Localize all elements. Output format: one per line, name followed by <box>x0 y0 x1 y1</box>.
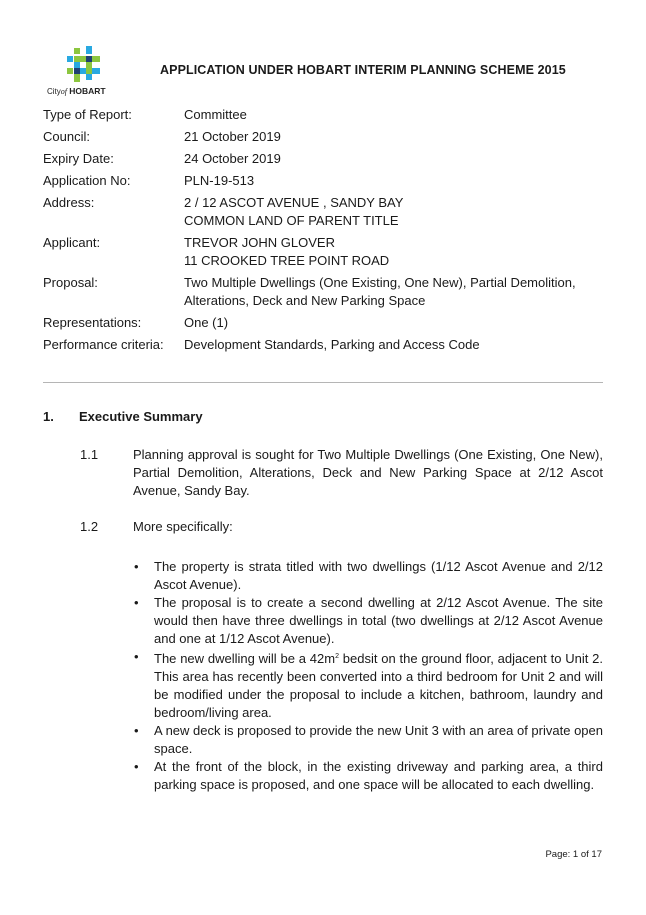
list-item <box>133 758 603 794</box>
report-details <box>43 106 603 358</box>
paragraph-number: 1.2 <box>80 519 99 534</box>
section-heading <box>43 408 603 426</box>
list-item <box>133 722 603 758</box>
meta-label: Application No: <box>43 173 131 188</box>
type-of-report-row <box>43 106 603 124</box>
document-title: APPLICATION UNDER HOBART INTERIM PLANNING SCHEME 2015 <box>160 63 566 77</box>
paragraph-text: Planning approval is sought for Two Multiple Dwellings (One Existing, One New), Partial Demolition, Alterations, Deck and New Parking Space at 2/12 Ascot Avenue, Sandy Bay. <box>133 447 603 498</box>
representations-row <box>43 314 603 332</box>
bullet-icon: • <box>134 559 139 574</box>
meta-label: Representations: <box>43 315 142 330</box>
meta-value: 21 October 2019 <box>184 129 281 144</box>
paragraph-1-1 <box>80 446 603 500</box>
bullet-icon: • <box>134 649 139 664</box>
meta-value: 24 October 2019 <box>184 151 281 166</box>
meta-value: Two Multiple Dwellings (One Existing, One New), Partial Demolition, Alterations, Deck and New Parking Space <box>184 275 576 308</box>
hobart-logo-mark-icon <box>64 46 104 84</box>
proposal-row <box>43 274 603 310</box>
applicant-address: 11 CROOKED TREE POINT ROAD <box>184 253 390 268</box>
page-number: Page: 1 of 17 <box>545 849 602 860</box>
meta-label: Applicant: <box>43 235 101 250</box>
meta-label: Expiry Date: <box>43 151 114 166</box>
paragraph-text: More specifically: <box>133 519 233 534</box>
superscript: 2 <box>335 653 339 660</box>
section-number: 1. <box>43 409 54 424</box>
bullet-text: At the front of the block, in the existing driveway and parking area, a third parking space is proposed, and one space will be allocated to each dwelling. <box>154 759 603 792</box>
meta-label: Proposal: <box>43 275 98 290</box>
meta-value: One (1) <box>184 315 229 330</box>
meta-label: Council: <box>43 129 90 144</box>
bullet-icon: • <box>134 759 139 774</box>
meta-value: PLN-19-513 <box>184 173 255 188</box>
address-line-1: 2 / 12 ASCOT AVENUE , SANDY BAY <box>184 195 404 210</box>
paragraph-number: 1.1 <box>80 447 99 462</box>
expiry-date-row <box>43 150 603 168</box>
bullet-text: A new deck is proposed to provide the new Unit 3 with an area of private open space. <box>154 723 603 756</box>
meta-value <box>184 234 603 270</box>
bullet-icon: • <box>134 723 139 738</box>
meta-value: Development Standards, Parking and Access Code <box>184 337 480 352</box>
bullet-icon: • <box>134 595 139 610</box>
application-no-row <box>43 172 603 190</box>
list-item <box>133 594 603 648</box>
paragraph-1-2 <box>80 518 603 536</box>
meta-label: Address: <box>43 195 95 210</box>
bullet-text-start: The new dwelling will be a 42m <box>154 651 336 666</box>
bullet-text-end: bedsit on the ground floor, adjacent to Unit 2. This area has recently been converted into a third bedroom for Unit 2 and will be modified under the proposal to include a kitchen, bathroom, laundry and bedroom/living area. <box>154 651 603 720</box>
meta-label: Type of Report: <box>43 107 132 122</box>
executive-summary-section <box>43 408 603 794</box>
council-row <box>43 128 603 146</box>
bullet-text: The proposal is to create a second dwelling at 2/12 Ascot Avenue. The site would then have three dwellings in total (two dwellings at 2/12 Ascot Avenue and one at 1/12 Ascot Avenue). <box>154 595 603 646</box>
list-item <box>133 648 603 722</box>
city-of-hobart-logo <box>44 46 106 100</box>
list-item <box>133 558 603 594</box>
address-line-2: COMMON LAND OF PARENT TITLE <box>184 213 399 228</box>
performance-criteria-row <box>43 336 603 354</box>
applicant-row <box>43 234 603 270</box>
applicant-name: TREVOR JOHN GLOVER <box>184 235 335 250</box>
meta-label: Performance criteria: <box>43 337 164 352</box>
meta-value <box>184 194 603 230</box>
logo-wordmark: Cityof HOBART <box>47 86 106 96</box>
horizontal-divider <box>43 382 603 383</box>
meta-value: Committee <box>184 107 247 122</box>
bullet-text <box>154 648 603 722</box>
section-title: Executive Summary <box>79 409 203 424</box>
address-row <box>43 194 603 230</box>
bullet-text: The property is strata titled with two dwellings (1/12 Ascot Avenue and 2/12 Ascot Avenue). <box>154 559 603 592</box>
specifics-bullet-list <box>133 558 603 794</box>
